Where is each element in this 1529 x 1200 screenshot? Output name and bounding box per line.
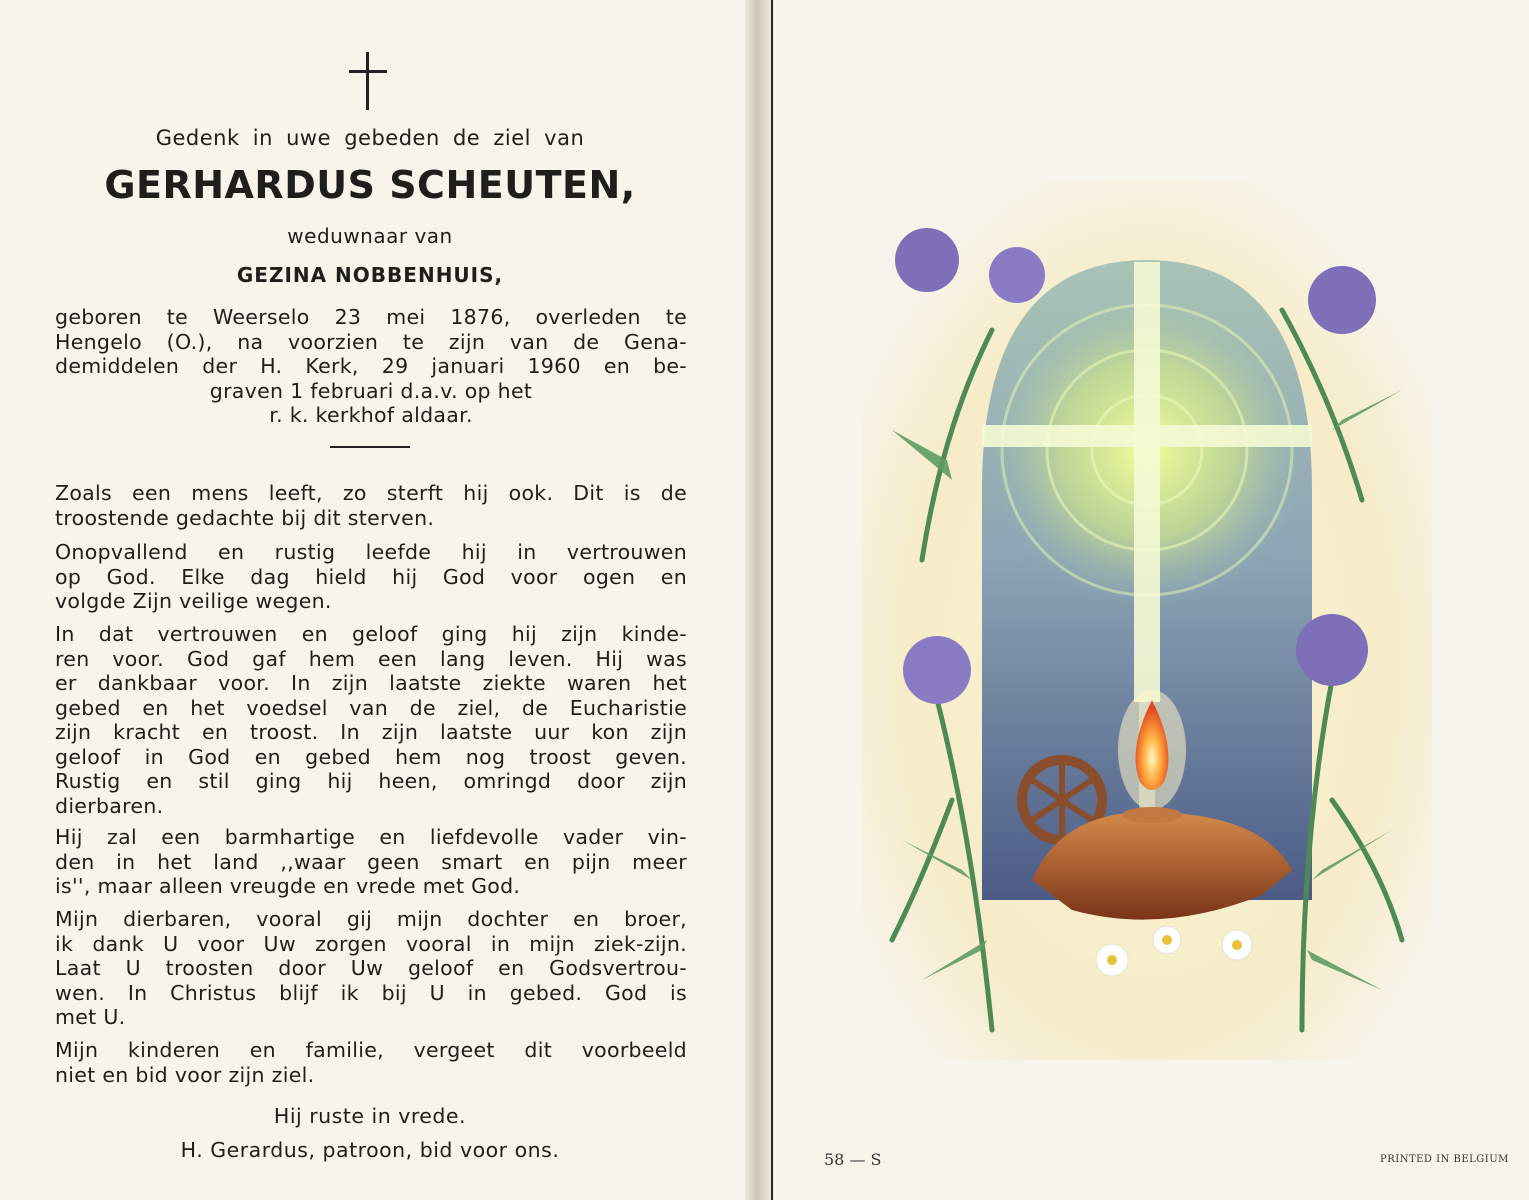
print-origin: PRINTED IN BELGIUM <box>1380 1154 1509 1165</box>
text-line: Laat U troosten door Uw geloof en Godsvertrou- <box>55 956 687 980</box>
deceased-name: GERHARDUS SCHEUTEN, <box>104 163 636 207</box>
text-line: Mijn kinderen en familie, vergeet dit voorbeeld <box>55 1038 687 1062</box>
text-line: Hij zal een barmhartige en liefdevolle vader vin- <box>55 825 687 849</box>
paragraph <box>55 622 687 818</box>
bio-line: r. k. kerkhof aldaar. <box>269 403 473 427</box>
text-line: dierbaren. <box>55 793 164 818</box>
text-line: ren voor. God gaf hem een lang leven. Hij was <box>55 646 687 671</box>
text-line: In dat vertrouwen en geloof ging hij zijn kinde- <box>55 622 687 646</box>
biography <box>55 305 687 428</box>
bio-line: demiddelen der H. Kerk, 29 januari 1960 en be- <box>55 354 687 378</box>
paragraph <box>55 907 687 1030</box>
paragraph <box>55 540 687 614</box>
text-line: geloof in God en gebed hem nog troost geven. <box>55 744 687 769</box>
paragraph <box>55 825 687 899</box>
fold-line <box>771 0 773 1200</box>
closing-text: Hij ruste in vrede. <box>273 1104 467 1128</box>
card-fold <box>745 0 774 1200</box>
patron-prayer: H. Gerardus, patroon, bid voor ons. <box>180 1138 560 1162</box>
paragraph <box>55 1038 687 1087</box>
text-line: Mijn dierbaren, vooral gij mijn dochter en broer, <box>55 907 687 931</box>
text-line: den in het land ,,waar geen smart en pijn meer <box>55 849 687 874</box>
text-line: Onopvallend en rustig leefde hij in vertrouwen <box>55 540 687 564</box>
text-line: Rustig en stil ging hij heen, omringd door zijn <box>55 769 687 793</box>
cross-window-oil-lamp-thistles-illustration <box>862 180 1432 1060</box>
bio-line: graven 1 februari d.a.v. op het <box>209 378 533 403</box>
relation-text: weduwnaar van <box>287 224 453 248</box>
divider <box>330 446 410 448</box>
text-line: gebed en het voedsel van de ziel, de Eucharistie <box>55 695 687 720</box>
text-line: ik dank U voor Uw zorgen vooral in mijn ziek-zijn. <box>55 931 687 956</box>
text-line: troostende gedachte bij dit sterven. <box>55 505 435 530</box>
bio-line: Hengelo (O.), na voorzien te zijn van de Gena- <box>55 329 687 354</box>
intro-text: Gedenk in uwe gebeden de ziel van <box>155 126 585 150</box>
bio-line: geboren te Weerselo 23 mei 1876, overleden te <box>55 305 687 329</box>
text-line: zijn kracht en troost. In zijn laatste uur kon zijn <box>55 720 687 744</box>
spouse-name: GEZINA NOBBENHUIS, <box>236 263 504 287</box>
text-line: er dankbaar voor. In zijn laatste ziekte waren het <box>55 671 687 695</box>
text-line: wen. In Christus blijf ik bij U in gebed. God is <box>55 980 687 1005</box>
text-line: niet en bid voor zijn ziel. <box>55 1062 315 1087</box>
text-line: Zoals een mens leeft, zo sterft hij ook. Dit is de <box>55 481 687 505</box>
text-line: met U. <box>55 1005 126 1029</box>
print-code: 58 — S <box>824 1150 882 1169</box>
text-line: op God. Elke dag hield hij God voor ogen en <box>55 564 687 589</box>
paragraph <box>55 481 687 530</box>
text-line: volgde Zijn veilige wegen. <box>55 589 332 613</box>
text-line: is'', maar alleen vreugde en vrede met God. <box>55 874 521 898</box>
cross-icon <box>349 52 387 110</box>
